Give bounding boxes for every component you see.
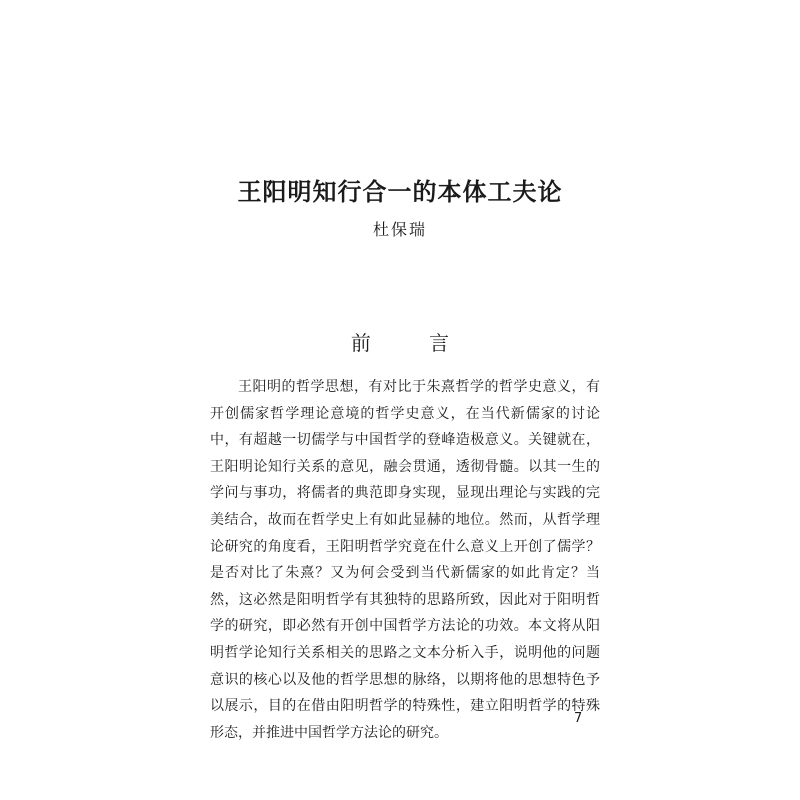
author-name: 杜保瑞 <box>372 220 427 239</box>
page-number: 7 <box>574 711 583 726</box>
article-title: 王阳明知行合一的本体工夫论 <box>237 177 563 206</box>
section-heading: 前 言 <box>350 331 476 355</box>
body-paragraph: 王阳明的哲学思想，有对比于朱熹哲学的哲学史意义，有开创儒家哲学理论意境的哲学史意义，在当代新儒家的讨论中，有超越一切儒学与中国哲学的登峰造极意义。关键就在，王阳明论知行关系的意见，融会贯通，透彻骨髓。以其一生的学问与事功，将儒者的典范即身实现，显现出理论与实践的完美结合，故而在哲学史上有如此显赫的地位。然而，从哲学理论研究的角度看，王阳明哲学究竟在什么意义上开创了儒学？是否对比了朱熹？又为何会受到当代新儒家的如此肯定？当然，这必然是阳明哲学有其独特的思路所致，因此对于阳明哲学的研究，即必然有开创中国哲学方法论的功效。本文将从阳明哲学论知行关系相关的思路之文本分析入手，说明他的问题意识的核心以及他的哲学思想的脉络，以期将他的思想特色予以展示，目的在借由阳明哲学的特殊性，建立阳明哲学的特殊形态，并推进中国哲学方法论的研究。 <box>210 379 600 741</box>
